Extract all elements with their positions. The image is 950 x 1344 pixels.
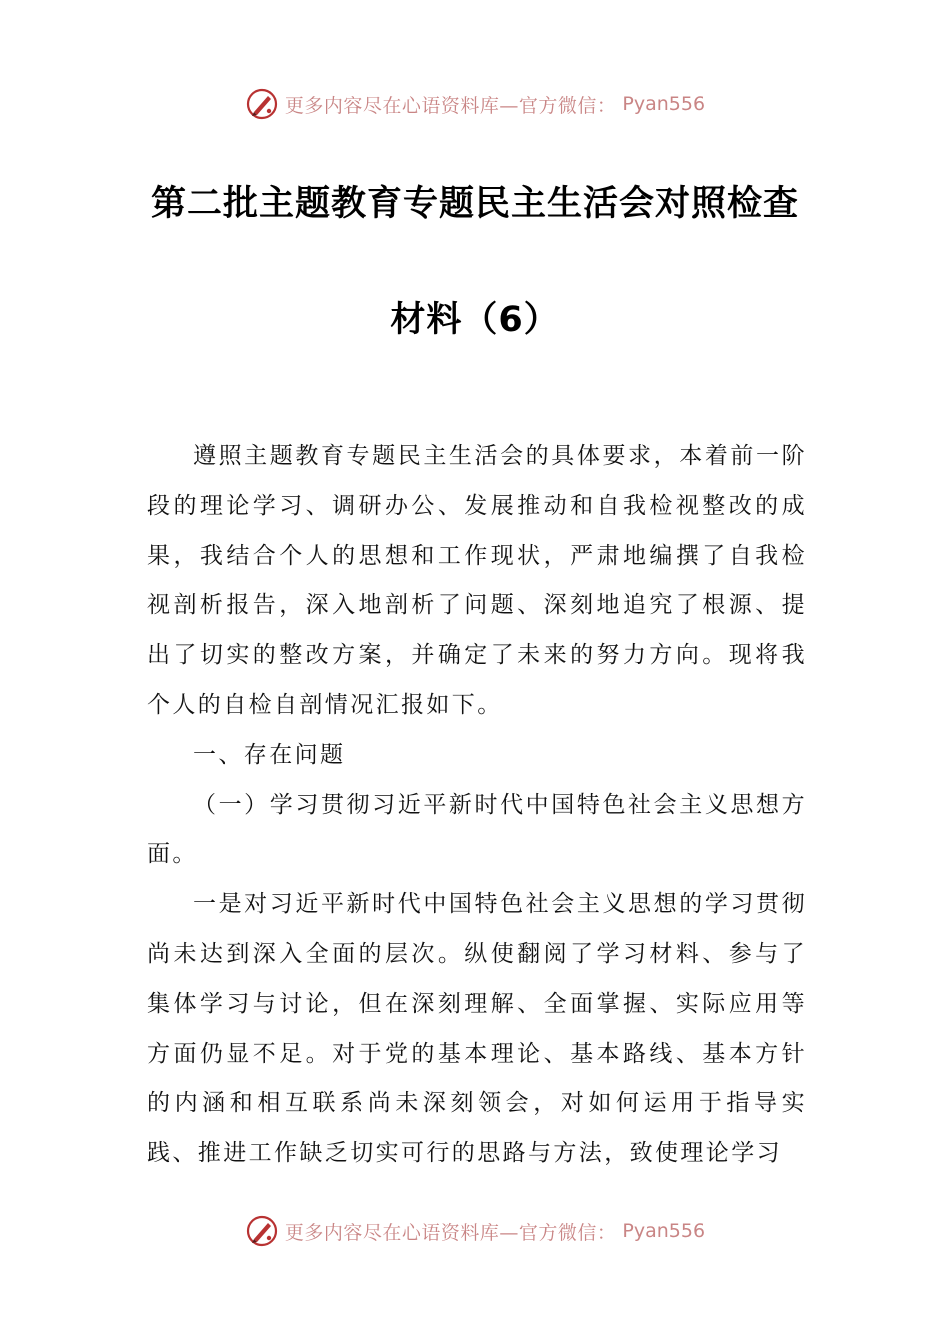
paragraph-intro: 遵照主题教育专题民主生活会的具体要求，本着前一阶段的理论学习、调研办公、发展推动和自我检视整改的成果，我结合个人的思想和工作现状，严肃地编撰了自我检视剖析报告，深入地剖析了问题、深刻地追究了根源、提出了切实的整改方案，并确定了未来的努力方向。现将我个人的自检自剖情况汇报如下。 <box>147 443 807 718</box>
wechat-id: Pyan556 <box>622 93 706 115</box>
paragraph-point-one: 一是对习近平新时代中国特色社会主义思想的学习贯彻尚未达到深入全面的层次。纵使翻阅了学习材料、参与了集体学习与讨论，但在深刻理解、全面掌握、实际应用等方面仍显不足。对于党的基本理论、基本路线、基本方针的内涵和相互联系尚未深刻领会，对如何运用于指导实践、推进工作缺乏切实可行的思路与方法，致使理论学习 <box>147 891 807 1167</box>
document-title-line-1: 第二批主题教育专题民主生活会对照检查 <box>150 184 799 224</box>
section-heading: 一、存在问题 <box>193 741 346 768</box>
subsection-heading: （一）学习贯彻习近平新时代中国特色社会主义思想方面。 <box>147 791 807 868</box>
header-banner <box>0 84 950 124</box>
document-title-line-2: 材料（6） <box>390 300 560 340</box>
pen-circle-logo-icon <box>245 1214 279 1248</box>
footer-banner <box>0 1211 950 1251</box>
banner-text: 更多内容尽在心语资料库—官方微信： <box>284 1221 617 1244</box>
wechat-id: Pyan556 <box>622 1220 706 1242</box>
pen-circle-logo-icon <box>245 87 279 121</box>
document-body <box>147 432 807 1179</box>
banner-text: 更多内容尽在心语资料库—官方微信： <box>284 94 617 117</box>
